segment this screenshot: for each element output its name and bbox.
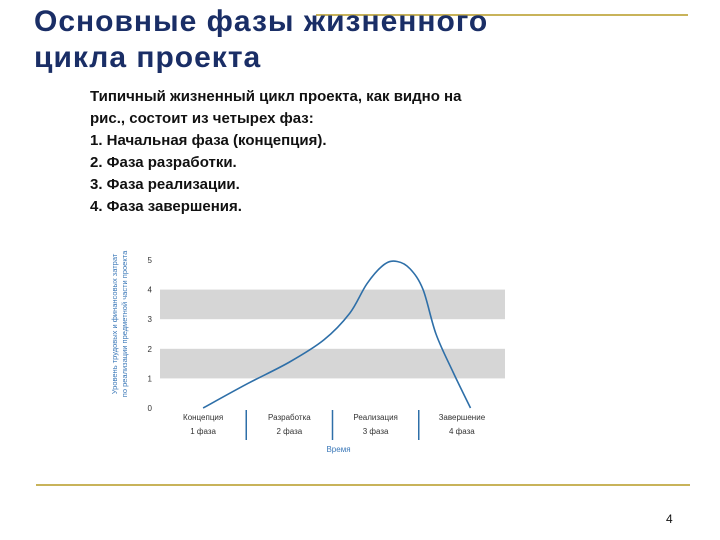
y-axis-label-line: Уровень трудовых и финансовых затрат — [110, 253, 119, 395]
x-axis-label: Время — [326, 445, 351, 454]
phase-name-label: Реализация — [353, 413, 398, 422]
y-tick-label: 0 — [147, 404, 152, 413]
phase-number-label: 2 фаза — [276, 427, 303, 436]
slide-body — [90, 86, 560, 218]
page-number: 4 — [666, 512, 673, 526]
slide-title — [34, 4, 594, 76]
title-line-2: цикла проекта — [34, 41, 262, 74]
y-axis-label-line: по реализации предметной части проекта — [120, 250, 129, 398]
project-lifecycle-chart — [100, 238, 520, 460]
y-tick-label: 5 — [147, 256, 152, 265]
phase-number-label: 3 фаза — [362, 427, 389, 436]
body-line-5: 3. Фаза реализации. — [90, 176, 240, 193]
bottom-rule — [36, 484, 690, 486]
body-line-3: 1. Начальная фаза (концепция). — [90, 132, 327, 149]
title-line-1: Основные фазы жизненного — [34, 5, 489, 38]
y-tick-label: 2 — [147, 344, 152, 354]
series-line — [203, 261, 470, 408]
y-tick-label: 4 — [147, 285, 152, 295]
body-line-2: рис., состоит из четырех фаз: — [90, 110, 314, 127]
phase-name-label: Концепция — [183, 413, 224, 422]
y-tick-label: 1 — [147, 374, 152, 384]
body-line-4: 2. Фаза разработки. — [90, 154, 237, 171]
body-line-6: 4. Фаза завершения. — [90, 198, 242, 215]
phase-number-label: 1 фаза — [190, 427, 216, 436]
phase-name-label: Разработка — [268, 413, 311, 422]
body-line-1: Типичный жизненный цикл проекта, как видно на — [90, 88, 462, 105]
phase-name-label: Завершение — [438, 413, 486, 422]
grid-band — [160, 290, 505, 320]
y-tick-label: 3 — [147, 315, 152, 325]
phase-number-label: 4 фаза — [449, 427, 475, 436]
